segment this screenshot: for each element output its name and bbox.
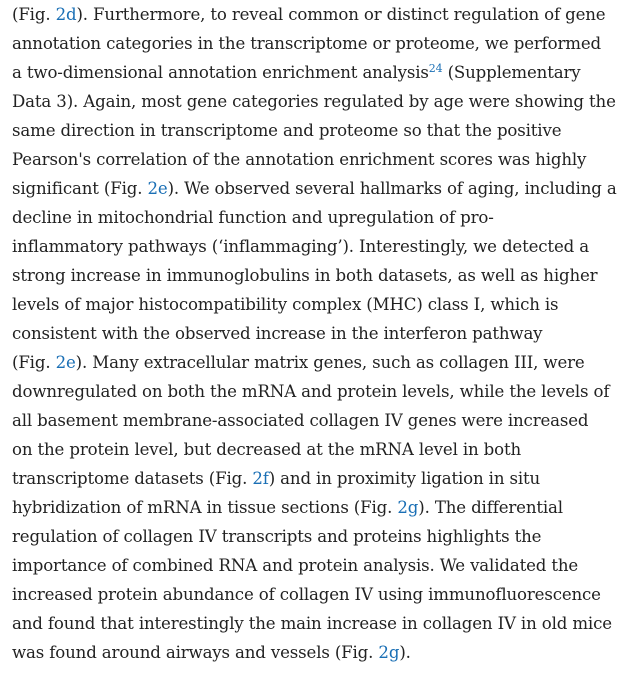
paragraph-line: all basement membrane-associated collagen IV genes were increased xyxy=(12,411,589,430)
figure-2f-link[interactable]: 2f xyxy=(252,469,269,488)
citation-24-link[interactable]: 24 xyxy=(428,62,443,76)
paragraph-line: consistent with the observed increase in the interferon pathway xyxy=(12,324,543,343)
paragraph-line: same direction in transcriptome and proteome so that the positive xyxy=(12,121,562,140)
paragraph-line: levels of major histocompatibility complex (MHC) class I, which is xyxy=(12,295,559,314)
figure-2d-link[interactable]: 2d xyxy=(55,5,77,24)
paragraph-line: Pearson's correlation of the annotation enrichment scores was highly xyxy=(12,150,587,169)
paragraph-line: decline in mitochondrial function and upregulation of pro- xyxy=(12,208,494,227)
paragraph-line: was found around airways and vessels (Fig. 2g). xyxy=(12,643,411,662)
paragraph-line: significant (Fig. 2e). We observed several hallmarks of aging, including a xyxy=(12,179,617,198)
figure-2e-link[interactable]: 2e xyxy=(55,353,76,372)
paragraph-line: annotation categories in the transcriptome or proteome, we performed xyxy=(12,34,601,53)
paragraph-line: hybridization of mRNA in tissue sections (Fig. 2g). The differential xyxy=(12,498,563,517)
figure-2g-link[interactable]: 2g xyxy=(378,643,400,662)
paragraph-line: a two-dimensional annotation enrichment analysis$^{24}$ (Supplementary xyxy=(12,62,581,82)
article-body xyxy=(12,0,617,667)
paragraph-line: increased protein abundance of collagen IV using immunofluorescence xyxy=(12,585,601,604)
paragraph-line: regulation of collagen IV transcripts and proteins highlights the xyxy=(12,527,542,546)
paragraph-line: (Fig. 2e). Many extracellular matrix genes, such as collagen III, were xyxy=(12,353,585,372)
figure-2g-link[interactable]: 2g xyxy=(397,498,419,517)
paragraph-line: (Fig. 2d). Furthermore, to reveal common or distinct regulation of gene xyxy=(12,5,606,24)
paragraph-line: strong increase in immunoglobulins in both datasets, as well as higher xyxy=(12,266,598,285)
paragraph-line: on the protein level, but decreased at the mRNA level in both xyxy=(12,440,522,459)
paragraph-line: inflammatory pathways (‘inflammaging’). Interestingly, we detected a xyxy=(12,237,589,256)
body-paragraph xyxy=(12,0,617,667)
paragraph-line: importance of combined RNA and protein analysis. We validated the xyxy=(12,556,579,575)
paragraph-line: downregulated on both the mRNA and protein levels, while the levels of xyxy=(12,382,610,401)
citation-24 xyxy=(429,62,443,75)
paragraph-line: and found that interestingly the main increase in collagen IV in old mice xyxy=(12,614,612,633)
figure-2e-link[interactable]: 2e xyxy=(147,179,168,198)
paragraph-line: transcriptome datasets (Fig. 2f) and in proximity ligation in situ xyxy=(12,469,541,488)
paragraph-line: Data 3). Again, most gene categories regulated by age were showing the xyxy=(12,92,616,111)
